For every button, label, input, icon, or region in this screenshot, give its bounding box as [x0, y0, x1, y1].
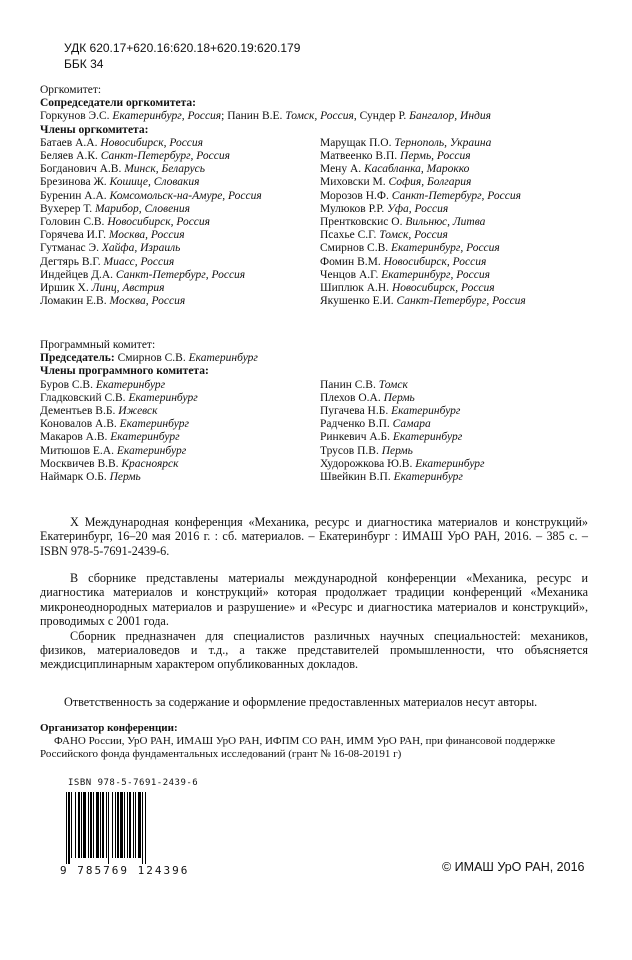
barcode-bar	[127, 792, 128, 858]
organizer-line-2: Российского фонда фундаментальных исследований (грант № 16-08-20191 г)	[40, 748, 402, 760]
member-row	[320, 431, 600, 444]
member-row	[320, 216, 600, 229]
member-place: Екатеринбург, Россия	[391, 242, 500, 255]
member-row	[40, 392, 320, 405]
orgcommittee-section	[40, 84, 600, 308]
abstract-paragraph-1: В сборнике представлены материалы международной конференции «Механика, ресурс и диагностика материалов и конструкций» которая продолжает традиции конференций «Механика микронеоднородных материалов и разрушение» и «Ресурс и диагностика материалов и конструкций», проводимых с 2001 года.	[40, 571, 588, 629]
member-row	[40, 216, 320, 229]
member-name: Мену А.	[320, 163, 362, 176]
program-members-title: Члены программного комитета:	[40, 365, 209, 378]
member-row	[40, 269, 320, 282]
program-chair-title: Председатель:	[40, 352, 115, 365]
member-name: Головин С.В.	[40, 216, 105, 229]
citation-text: X Международная конференция «Механика, ресурс и диагностика материалов и конструкций» Екатеринбург, 16–20 мая 2016 г. : сб. материалов. – Екатеринбург : ИМАШ УрО РАН, 2016. – 385 с. – ISBN 978-5-7691-2439-6.	[40, 515, 588, 558]
member-row	[320, 379, 600, 392]
member-name: Гутманас Э.	[40, 242, 99, 255]
member-place: Уфа, Россия	[387, 202, 449, 215]
members-title: Члены оргкомитета:	[40, 123, 149, 136]
copyright-notice: © ИМАШ УрО РАН, 2016	[442, 860, 585, 874]
members-right-column	[320, 137, 600, 309]
program-chair-line	[40, 352, 600, 365]
member-row	[320, 269, 600, 282]
member-name: Ченцов А.Г.	[320, 268, 379, 281]
members-left-column	[40, 137, 320, 309]
member-name: Миховски М.	[320, 176, 386, 189]
isbn-label: ISBN 978-5-7691-2439-6	[68, 778, 199, 788]
member-place: Москва, Россия	[108, 229, 185, 242]
barcode-bar	[102, 792, 104, 858]
member-row	[40, 445, 320, 458]
member-name: Смирнов С.В.	[320, 242, 389, 255]
member-name: Плехов О.А.	[320, 391, 381, 404]
member-name: Иршик Х.	[40, 282, 89, 295]
barcode-bar	[90, 792, 92, 858]
member-name: Псахье С.Г.	[320, 229, 377, 242]
co-chair-name: Сундер Р.	[359, 110, 407, 123]
member-place: Санкт-Петербург, Россия	[115, 268, 246, 281]
member-row	[320, 445, 600, 458]
member-place: Пермь	[381, 444, 413, 457]
member-row	[40, 458, 320, 471]
member-row	[320, 282, 600, 295]
member-name: Богданович А.В.	[40, 163, 122, 176]
member-place: Пермь, Россия	[400, 150, 471, 163]
member-name: Якушенко Е.И.	[320, 295, 394, 308]
member-place: Миасс, Россия	[103, 255, 175, 268]
barcode-digits: 9 785769 124396	[60, 864, 190, 877]
barcode-bar	[106, 792, 107, 858]
member-place: Касабланка, Марокко	[364, 163, 470, 176]
member-row	[320, 242, 600, 255]
member-name: Мулюков Р.Р.	[320, 202, 385, 215]
member-name: Коновалов А.В.	[40, 418, 117, 431]
member-name: Прентковскис О.	[320, 216, 403, 229]
orgcommittee-label: Оргкомитет:	[40, 84, 102, 96]
member-row	[320, 190, 600, 203]
member-place: Самара	[392, 418, 431, 431]
citation-block	[40, 515, 588, 558]
program-committee-label: Программный комитет:	[40, 339, 156, 351]
co-chair-place: Екатеринбург, Россия	[112, 110, 222, 123]
member-name: Ринкевич А.Б.	[320, 431, 391, 444]
member-name: Морозов Н.Ф.	[320, 189, 389, 202]
member-name: Митюшов Е.А.	[40, 444, 114, 457]
member-place: София, Болгария	[388, 176, 472, 189]
member-row	[40, 176, 320, 189]
barcode-bar	[117, 792, 119, 858]
member-name: Макаров А.В.	[40, 431, 108, 444]
member-place: Новосибирск, Россия	[383, 255, 487, 268]
member-place: Хайфа, Израиль	[101, 242, 181, 255]
program-chair-name: Смирнов С.В.	[117, 352, 186, 365]
member-place: Комсомольск-на-Амуре, Россия	[109, 189, 262, 202]
barcode-bar	[75, 792, 76, 858]
member-row	[320, 392, 600, 405]
member-row	[40, 137, 320, 150]
member-place: Пермь	[383, 391, 415, 404]
barcode-bar	[108, 792, 109, 864]
barcode-bar	[66, 792, 67, 864]
member-name: Швейкин В.П.	[320, 471, 391, 484]
member-row	[40, 405, 320, 418]
member-name: Батаев А.А.	[40, 136, 98, 149]
member-row	[320, 295, 600, 308]
member-place: Пермь	[109, 471, 141, 484]
member-row	[40, 163, 320, 176]
barcode-bar	[83, 792, 86, 858]
member-place: Санкт-Петербург, Россия	[100, 150, 230, 163]
co-chairs-line	[40, 110, 600, 123]
barcode-bar	[112, 792, 113, 858]
member-name: Москвичев В.В.	[40, 457, 119, 470]
barcode-bar	[145, 792, 146, 864]
member-row	[40, 242, 320, 255]
member-row	[320, 405, 600, 418]
member-name: Гладковский С.В.	[40, 391, 126, 404]
member-name: Матвеенко В.П.	[320, 150, 398, 163]
member-row	[40, 190, 320, 203]
classification-codes	[64, 40, 300, 72]
abstract-block	[40, 571, 588, 672]
member-row	[320, 256, 600, 269]
organizer-title: Организатор конференции:	[40, 722, 178, 734]
co-chair-place: Томск, Россия	[285, 110, 354, 123]
member-name: Панин С.В.	[320, 378, 376, 391]
member-row	[40, 229, 320, 242]
member-place: Екатеринбург	[128, 391, 198, 404]
abstract-paragraph-2: Сборник предназначен для специалистов различных научных специальностей: механиков, физиков, материаловедов и т.д., а также представителей промышленности, что объясняется междисциплинарным характером опубликованных докладов.	[40, 628, 588, 672]
member-row	[320, 176, 600, 189]
barcode-bar	[68, 792, 70, 864]
barcode-bar	[129, 792, 131, 858]
member-name: Радченко В.П.	[320, 418, 390, 431]
barcode-bar	[120, 792, 123, 858]
program-committee-section	[40, 339, 600, 484]
program-left-column	[40, 379, 320, 485]
member-name: Трусов П.В.	[320, 444, 379, 457]
co-chairs-title: Сопредседатели оргкомитета:	[40, 97, 196, 110]
member-row	[40, 203, 320, 216]
member-row	[320, 458, 600, 471]
member-name: Фомин В.М.	[320, 255, 381, 268]
co-chair-sep: ,	[353, 110, 357, 123]
isbn-barcode	[60, 790, 190, 864]
member-row	[40, 379, 320, 392]
barcode-bar	[100, 792, 101, 858]
udk-code: УДК 620.17+620.16:620.18+620.19:620.179	[64, 41, 301, 55]
member-place: Томск	[378, 378, 408, 391]
member-place: Ижевск	[118, 405, 158, 418]
member-row	[40, 282, 320, 295]
co-chair-name: Горкунов Э.С.	[40, 110, 110, 123]
member-place: Томск, Россия	[379, 229, 448, 242]
member-place: Санкт-Петербург, Россия	[391, 189, 521, 202]
barcode-bar	[88, 792, 89, 858]
member-row	[40, 150, 320, 163]
members-columns	[40, 137, 600, 309]
member-row	[40, 295, 320, 308]
member-place: Линц, Австрия	[91, 282, 165, 295]
member-name: Горячева И.Г.	[40, 229, 106, 242]
member-name: Дементьев В.Б.	[40, 405, 116, 418]
barcode-bar	[124, 792, 125, 858]
member-place: Екатеринбург	[110, 431, 180, 444]
barcode-bar	[138, 792, 141, 858]
member-place: Екатеринбург	[95, 378, 166, 391]
member-place: Екатеринбург	[391, 405, 461, 418]
program-members-columns	[40, 379, 600, 485]
member-row	[320, 471, 600, 484]
member-row	[40, 418, 320, 431]
member-place: Екатеринбург	[119, 418, 189, 431]
responsibility-note: Ответственность за содержание и оформление предоставленных материалов несут авторы.	[64, 695, 538, 709]
member-row	[320, 418, 600, 431]
member-name: Наймарк О.Б.	[40, 471, 107, 484]
member-place: Екатеринбург	[116, 444, 187, 457]
organizer-line-1: ФАНО России, УрО РАН, ИМАШ УрО РАН, ИФПМ СО РАН, ИММ УрО РАН, при финансовой поддержке	[54, 735, 556, 747]
barcode-bar	[93, 792, 94, 858]
member-name: Шиплюк А.Н.	[320, 282, 390, 295]
member-place: Новосибирск, Россия	[107, 216, 210, 229]
barcode-bar	[81, 792, 82, 858]
member-name: Пугачева Н.Б.	[320, 405, 389, 418]
member-place: Екатеринбург	[392, 431, 463, 444]
barcode-bar	[78, 792, 80, 858]
member-name: Беляев А.К.	[40, 150, 98, 163]
member-name: Дегтярь В.Г.	[40, 255, 101, 268]
co-chair-sep: ;	[221, 110, 225, 123]
member-row	[320, 150, 600, 163]
member-name: Брезинова Ж.	[40, 176, 107, 189]
member-row	[40, 431, 320, 444]
member-row	[320, 163, 600, 176]
member-row	[320, 229, 600, 242]
member-place: Тернополь, Украина	[394, 136, 492, 149]
member-place: Кошице, Словакия	[109, 176, 200, 189]
bbk-code: ББК 34	[64, 57, 104, 71]
barcode-bar	[142, 792, 143, 864]
member-place: Екатеринбург	[393, 471, 463, 484]
member-place: Минск, Беларусь	[124, 163, 206, 176]
member-name: Ломакин Е.В.	[40, 295, 107, 308]
organizer-block	[40, 722, 600, 761]
co-chair-name: Панин В.Е.	[227, 110, 283, 123]
barcode-bar	[71, 792, 72, 858]
member-row	[320, 203, 600, 216]
barcode-bar	[96, 792, 99, 858]
member-name: Индейцев Д.А.	[40, 268, 114, 281]
program-right-column	[320, 379, 600, 485]
member-name: Буренин А.А.	[40, 189, 107, 202]
member-place: Новосибирск, Россия	[391, 282, 495, 295]
member-place: Екатеринбург, Россия	[381, 268, 490, 281]
member-place: Москва, Россия	[109, 295, 186, 308]
barcode-bar	[115, 792, 116, 858]
member-name: Худорожкова Ю.В.	[320, 457, 413, 470]
member-name: Буров С.В.	[40, 378, 93, 391]
member-place: Марибор, Словения	[94, 202, 190, 215]
member-row	[320, 137, 600, 150]
member-name: Марущак П.О.	[320, 136, 392, 149]
member-place: Екатеринбург	[415, 457, 485, 470]
member-place: Красноярск	[121, 457, 179, 470]
member-name: Вухерер Т.	[40, 202, 93, 215]
member-place: Вильнюс, Литва	[405, 216, 486, 229]
barcode-bar	[133, 792, 134, 858]
member-place: Новосибирск, Россия	[100, 136, 204, 149]
co-chair-place: Бангалор, Индия	[409, 110, 491, 123]
member-row	[40, 256, 320, 269]
program-chair-place: Екатеринбург	[188, 352, 258, 365]
barcode-bar	[135, 792, 136, 858]
member-row	[40, 471, 320, 484]
member-place: Санкт-Петербург, Россия	[396, 295, 526, 308]
